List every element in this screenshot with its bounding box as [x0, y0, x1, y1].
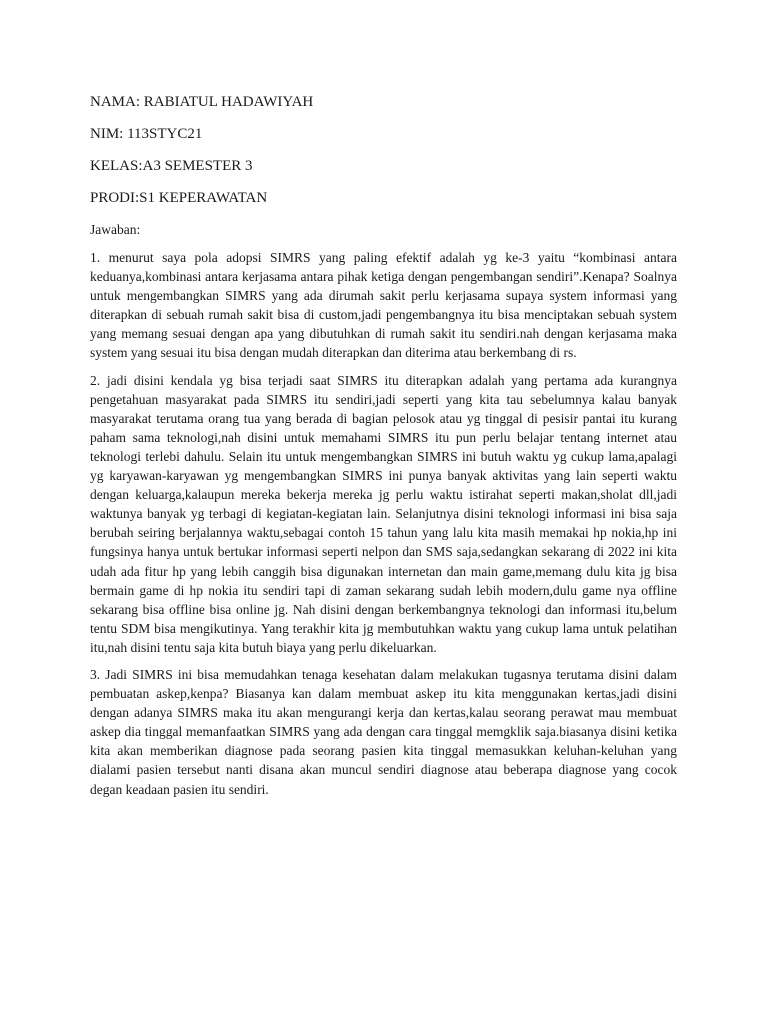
study-program: PRODI:S1 KEPERAWATAN	[90, 190, 268, 206]
answers-label: Jawaban:	[90, 222, 141, 237]
student-name: NAMA: RABIATUL HADAWIYAH	[90, 94, 314, 110]
student-nim: NIM: 113STYC21	[90, 126, 203, 142]
answer-paragraph-1: 1. menurut saya pola adopsi SIMRS yang paling efektif adalah yg ke-3 yaitu “kombinasi antara keduanya,kombinasi antara kerjasama antara pihak ketiga dengan pengembangan sendiri”.Kenapa? Soalnya untuk mengembangkan SIMRS yang ada dirumah sakit perlu kerjasama supaya system informasi yang diterapkan di sebuah rumah sakit bisa di custom,jadi pengembangnya itu bisa menciptakan sebuah system yang memang sesuai dengan apa yang dibutuhkan di rumah sakit itu sendiri.nah dengan kerjasama maka system yang sesuai itu bisa dengan mudah diterapkan dan diterima atau berkembang di rs.	[90, 250, 677, 361]
answer-paragraph-3: 3. Jadi SIMRS ini bisa memudahkan tenaga kesehatan dalam melakukan tugasnya terutama disini dalam pembuatan askep,kenpa? Biasanya kan dalam membuat askep itu kita menggunakan kertas,jadi disini dengan adanya SIMRS maka itu akan mengurangi kerja dan kertas,kalau seorang perawat mau membuat askep dia tinggal memanfaatkan SIMRS yang ada dengan cara tinggal memgklik saja.biasanya disini ketika kita akan memberikan diagnose pada seorang pasien kita tinggal memasukkan keluhan-keluhan yang dialami pasien tersebut nanti disana akan muncul sendiri diagnose atau beberapa diagnose yang cocok degan keadaan pasien itu sendiri.	[90, 666, 677, 797]
student-class: KELAS:A3 SEMESTER 3	[90, 158, 253, 174]
answer-paragraph-2: 2. jadi disini kendala yg bisa terjadi saat SIMRS itu diterapkan adalah yang pertama ada kurangnya pengetahuan masyarakat pada SIMRS itu sendiri,jadi seperti yang kita tau sebelumnya kalau banyak masyarakat terutama orang tua yang berada di bagian pelosok atau yg tinggal di pesisir pantai itu kurang paham sama teknologi,nah disini untuk memahami SIMRS itu pun perlu belajar tentang internet atau teknologi terlebi dahulu. Selain itu untuk mengembangkan SIMRS ini butuh waktu yg cukup lama,apalagi yg karyawan-karyawan yg mengembangkan SIMRS ini punya banyak aktivitas yang lain seperti waktu dengan keluarga,kalaupun mereka bekerja mereka jg perlu waktu istirahat seperti makan,sholat dll,jadi waktunya banyak yg terbagi di kegiatan-kegiatan lain. Selanjutnya disini teknologi informasi ini bisa saja berubah seiring berjalannya waktu,sebagai contoh 15 tahun yang lalu kita masih memakai hp nokia,hp ini fungsinya hanya untuk bertukar informasi seperti nelpon dan SMS saja,sedangkan sekarang di 2022 ini kita udah ada fitur hp yang lebih canggih bisa digunakan internetan dan main game,memang dulu kita jg bisa bermain game di hp nokia itu sendiri tapi di zaman sekarang sudah lebih modern,dulu game nya offline sekarang bisa offline bisa online jg. Nah disini dengan berkembangnya teknologi dan informasi itu,belum tentu SDM bisa mengikutinya. Yang terakhir kita jg membutuhkan waktu yang cukup lama untuk pelatihan itu,nah disini tentu saja kita butuh biaya yang perlu dikeluarkan.	[90, 372, 677, 655]
document-content	[90, 92, 677, 807]
